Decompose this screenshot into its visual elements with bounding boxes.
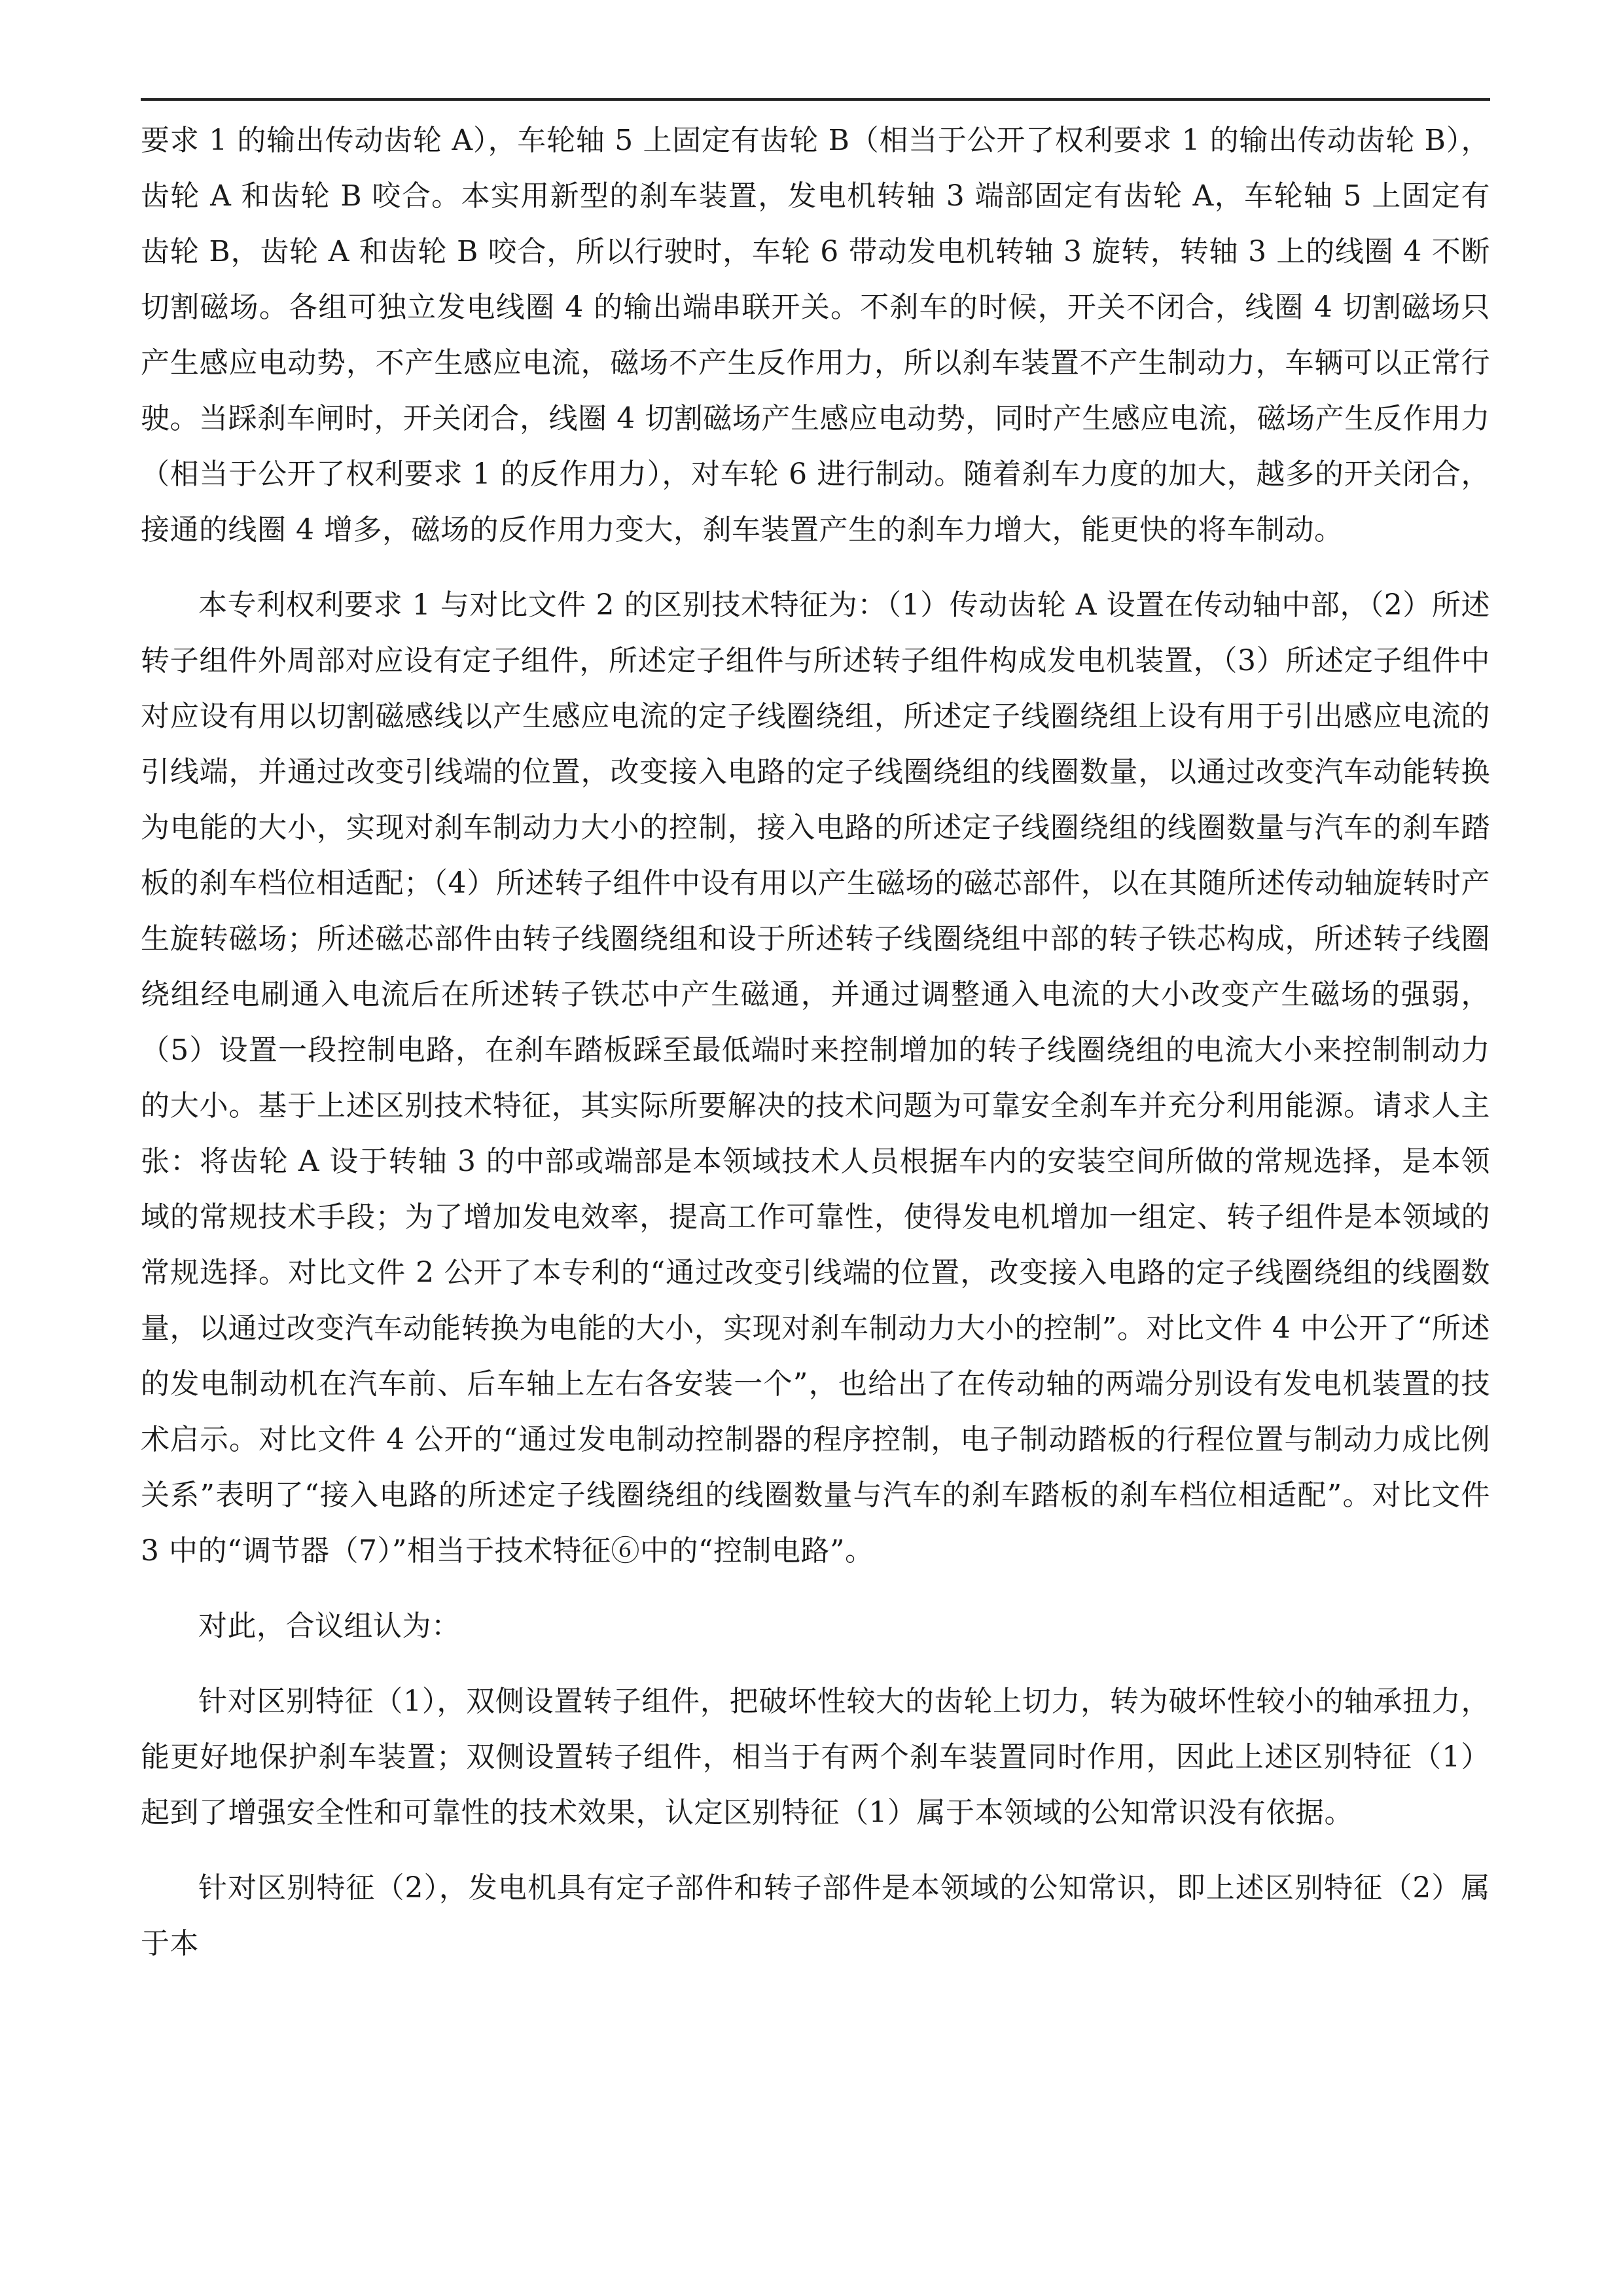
paragraph-5: 针对区别特征（2），发电机具有定子部件和转子部件是本领域的公知常识，即上述区别特征（2）属于本 xyxy=(141,1871,1490,1960)
header-rule xyxy=(141,98,1490,101)
paragraph-1: 要求 1 的输出传动齿轮 A），车轮轴 5 上固定有齿轮 B（相当于公开了权利要求 1 的输出传动齿轮 B），齿轮 A 和齿轮 B 咬合。本实用新型的刹车装置，发电机转轴 3 端部固定有齿轮 A，车轮轴 5 上固定有齿轮 B，齿轮 A 和齿轮 B 咬合，所以行驶时，车轮 6 带动发电机转轴 3 旋转，转轴 3 上的线圈 4 不断切割磁场。各组可独立发电线圈 4 的输出端串联开关。不刹车的时候，开关不闭合，线圈 4 切割磁场只产生感应电动势，不产生感应电流，磁场不产生反作用力，所以刹车装置不产生制动力，车辆可以正常行驶。当踩刹车闸时，开关闭合，线圈 4 切割磁场产生感应电动势，同时产生感应电流，磁场产生反作用力（相当于公开了权利要求 1 的反作用力），对车轮 6 进行制动。随着刹车力度的加大，越多的开关闭合，接通的线圈 4 增多，磁场的反作用力变大，刹车装置产生的刹车力增大，能更快的将车制动。 xyxy=(141,124,1490,547)
paragraph-2: 本专利权利要求 1 与对比文件 2 的区别技术特征为：（1）传动齿轮 A 设置在传动轴中部，（2）所述转子组件外周部对应设有定子组件，所述定子组件与所述转子组件构成发电机装置，（3）所述定子组件中对应设有用以切割磁感线以产生感应电流的定子线圈绕组，所述定子线圈绕组上设有用于引出感应电流的引线端，并通过改变引线端的位置，改变接入电路的定子线圈绕组的线圈数量，以通过改变汽车动能转换为电能的大小，实现对刹车制动力大小的控制，接入电路的所述定子线圈绕组的线圈数量与汽车的刹车踏板的刹车档位相适配；（4）所述转子组件中设有用以产生磁场的磁芯部件，以在其随所述传动轴旋转时产生旋转磁场；所述磁芯部件由转子线圈绕组和设于所述转子线圈绕组中部的转子铁芯构成，所述转子线圈绕组经电刷通入电流后在所述转子铁芯中产生磁通，并通过调整通入电流的大小改变产生磁场的强弱，（5）设置一段控制电路，在刹车踏板踩至最低端时来控制增加的转子线圈绕组的电流大小来控制制动力的大小。基于上述区别技术特征，其实际所要解决的技术问题为可靠安全刹车并充分利用能源。请求人主张：将齿轮 A 设于转轴 3 的中部或端部是本领域技术人员根据车内的安装空间所做的常规选择，是本领域的常规技术手段；为了增加发电效率，提高工作可靠性，使得发电机增加一组定、转子组件是本领域的常规选择。对比文件 2 公开了本专利的“通过改变引线端的位置，改变接入电路的定子线圈绕组的线圈数量，以通过改变汽车动能转换为电能的大小，实现对刹车制动力大小的控制”。对比文件 4 中公开了“所述的发电制动机在汽车前、后车轴上左右各安装一个”，也给出了在传动轴的两端分别设有发电机装置的技术启示。对比文件 4 公开的“通过发电制动控制器的程序控制，电子制动踏板的行程位置与制动力成比例关系”表明了“接入电路的所述定子线圈绕组的线圈数量与汽车的刹车踏板的刹车档位相适配”。对比文件 3 中的“调节器（7）”相当于技术特征⑥中的“控制电路”。 xyxy=(141,588,1490,1568)
paragraph-3: 对此，合议组认为： xyxy=(198,1609,461,1643)
body-text xyxy=(141,113,1490,1971)
paragraph-4: 针对区别特征（1），双侧设置转子组件，把破坏性较大的齿轮上切力，转为破坏性较小的轴承扭力，能更好地保护刹车装置；双侧设置转子组件，相当于有两个刹车装置同时作用，因此上述区别特征（1）起到了增强安全性和可靠性的技术效果，认定区别特征（1）属于本领域的公知常识没有依据。 xyxy=(141,1685,1490,1829)
